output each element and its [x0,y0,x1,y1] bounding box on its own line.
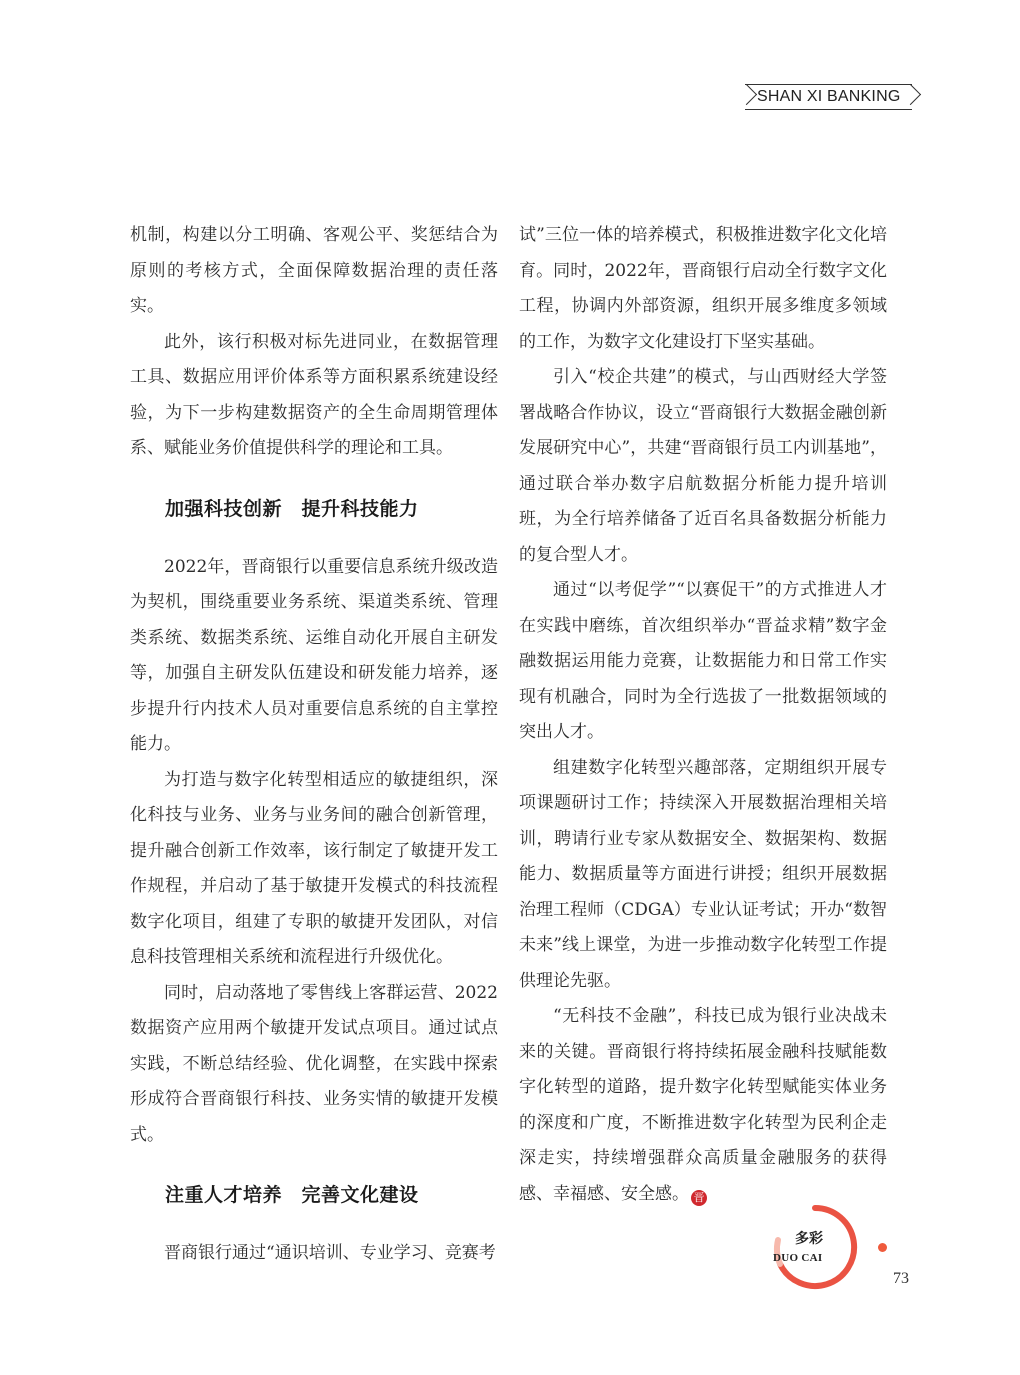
paragraph: 试”三位一体的培养模式，积极推进数字化文化培育。同时，2022年，晋商银行启动全行数字文化工程，协调内外部资源，组织开展多维度多领域的工作，为数字文化建设打下坚实基础。 [519,225,887,352]
paragraph: 引入“校企共建”的模式，与山西财经大学签署战略合作协议，设立“晋商银行大数据金融创新发展研究中心”，共建“晋商银行员工内训基地”，通过联合举办数字启航数据分析能力提升培训班，为全行培养储备了近百名具备数据分析能力的复合型人才。 [519,367,887,565]
page-number: 73 [893,1270,909,1287]
paragraph: 组建数字化转型兴趣部落，定期组织开展专项课题研讨工作；持续深入开展数据治理相关培训，聘请行业专家从数据安全、数据架构、数据能力、数据质量等方面进行讲授；组织开展数据治理工程师（CDGA）专业认证考试；开办“数智未来”线上课堂，为进一步推动数字化转型工作提供理论先驱。 [519,757,887,991]
header-section-tag [745,84,912,110]
right-column [519,218,887,1212]
badge-chinese-label: 多彩 [795,1231,823,1247]
left-column [130,218,498,1272]
paragraph: 为打造与数字化转型相适应的敏捷组织，深化科技与业务、业务与业务间的融合创新管理，提升融合创新工作效率，该行制定了敏捷开发工作规程，并启动了基于敏捷开发模式的科技流程数字化项目，组建了专职的敏捷开发团队，对信息科技管理相关系统和流程进行升级优化。 [130,769,498,967]
paragraph: 晋商银行通过“通识培训、专业学习、竞赛考 [164,1243,496,1263]
paragraph: 此外，该行积极对标先进同业，在数据管理工具、数据应用评价体系等方面积累系统建设经验，为下一步构建数据资产的全生命周期管理体系、赋能业务价值提供科学的理论和工具。 [130,331,498,458]
section-heading: 注重人才培养 完善文化建设 [165,1184,419,1206]
paragraph: 通过“以考促学”“以赛促干”的方式推进人才在实践中磨练，首次组织举办“晋益求精”数字金融数据运用能力竞赛，让数据能力和日常工作实现有机融合，同时为全行选拔了一批数据领域的突出人才。 [519,580,887,742]
paragraph-text: “无科技不金融”，科技已成为银行业决战未来的关键。晋商银行将持续拓展金融科技赋能数字化转型的道路，提升数字化转型赋能实体业务的深度和广度，不断推进数字化转型为民利企走深走实，持续增强群众高质量金融服务的获得感、幸福感、安全感。 [519,1006,887,1204]
decorative-dot [878,1243,887,1252]
badge-english-label: DUO CAI [773,1252,823,1264]
paragraph: 2022年，晋商银行以重要信息系统升级改造为契机，围绕重要业务系统、渠道类系统、管理类系统、数据类系统、运维自动化开展自主研发等，加强自主研发队伍建设和研发能力培养，逐步提升行内技术人员对重要信息系统的自主掌控能力。 [130,556,498,754]
paragraph: 机制，构建以分工明确、客观公平、奖惩结合为原则的考核方式，全面保障数据治理的责任落实。 [130,225,498,316]
header-tag-text: SHAN XI BANKING [757,88,901,105]
paragraph-final [519,999,887,1212]
section-heading: 加强科技创新 提升科技能力 [165,497,419,520]
section-badge [770,1202,860,1292]
paragraph: 同时，启动落地了零售线上客群运营、2022数据资产应用两个敏捷开发试点项目。通过试点实践，不断总结经验、优化调整，在实践中探索形成符合晋商银行科技、业务实情的敏捷开发模式。 [130,982,498,1145]
end-mark-icon: 晋 [691,1190,707,1206]
